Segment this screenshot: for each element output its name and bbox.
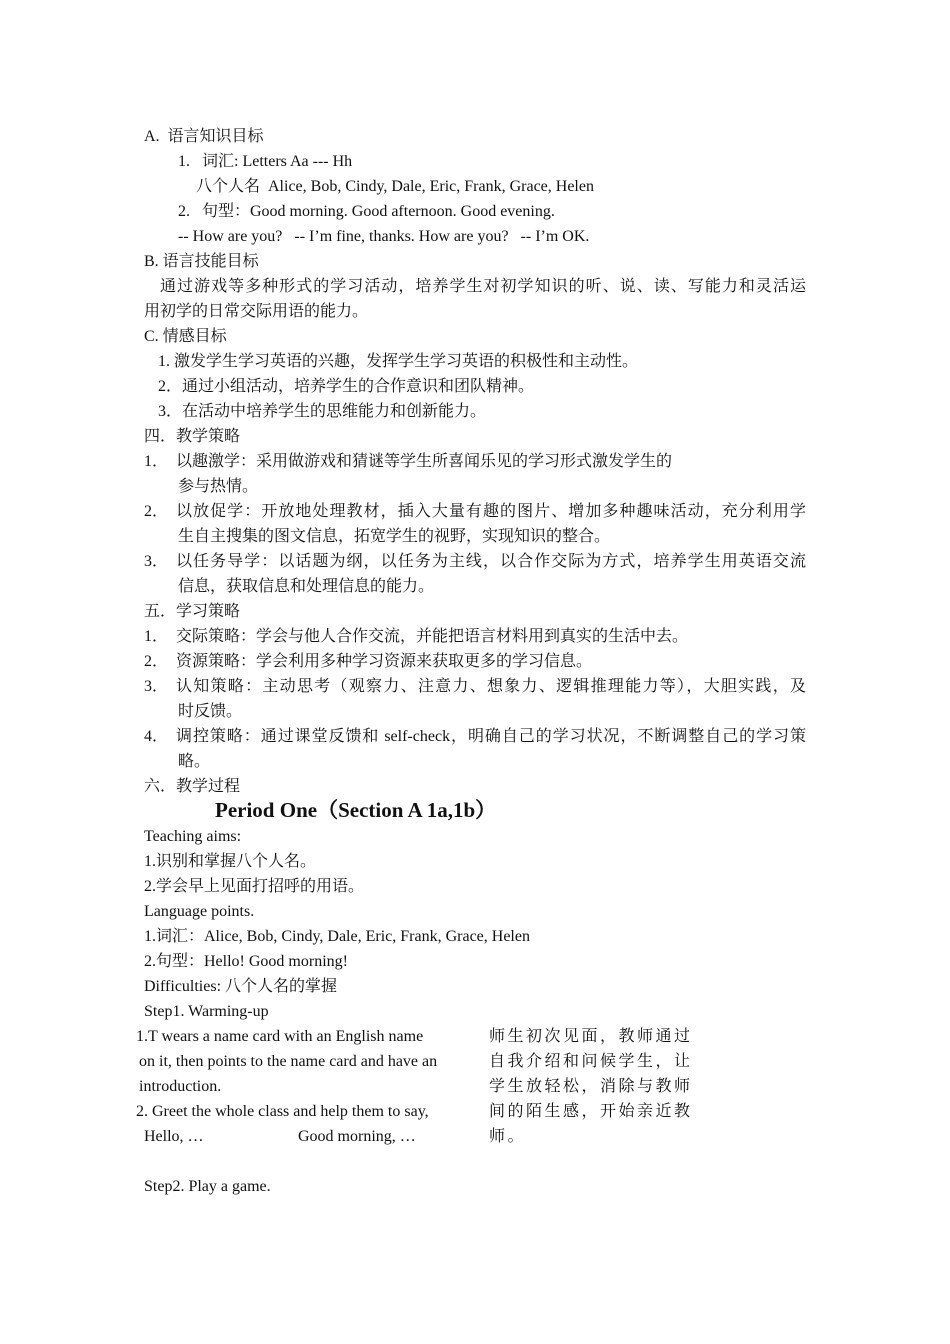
step-1-text-line-3: introduction.	[139, 1078, 222, 1095]
strategy-item-1-number: 1．	[144, 453, 169, 470]
step-1-note-line-1: 师生初次见面，教师通过	[489, 1028, 693, 1045]
step-1-text-line-2: on it, then points to the name card and have an	[139, 1053, 438, 1070]
step-1-note-line-3: 学生放轻松，消除与教师	[489, 1078, 693, 1095]
learning-item-2-number: 2．	[144, 653, 169, 670]
step-1-note-line-5: 师。	[489, 1128, 527, 1145]
step-1-note-line-2: 自我介绍和问候学生，让	[489, 1053, 693, 1070]
vocab-letters-line: 1. 词汇: Letters Aa --- Hh	[178, 153, 353, 170]
teaching-aims-heading: Teaching aims:	[144, 828, 242, 845]
period-title: Period One（Section A 1a,1b）	[215, 798, 497, 822]
learning-item-3-line-1: 认知策略：主动思考（观察力、注意力、想象力、逻辑推理能力等），大胆实践，及	[176, 678, 806, 695]
difficulties-line: Difficulties: 八个人名的掌握	[144, 978, 338, 995]
dialog-line: -- How are you? -- I’m fine, thanks. How are you? -- I’m OK.	[178, 228, 590, 245]
section-c-item-2: 2．通过小组活动，培养学生的合作意识和团队精神。	[158, 378, 535, 395]
step-1-text-line-1: 1.T wears a name card with an English name	[136, 1028, 424, 1045]
eight-names-line: 八个人名 Alice, Bob, Cindy, Dale, Eric, Frank, Grace, Helen	[196, 178, 594, 195]
strategy-item-3-line-2: 信息，获取信息和处理信息的能力。	[178, 578, 435, 595]
learning-item-4-number: 4．	[144, 728, 169, 745]
section-a-heading: A. 语言知识目标	[144, 128, 264, 145]
section-b-text-line-2: 用初学的日常交际用语的能力。	[144, 303, 369, 320]
strategy-item-3-number: 3．	[144, 553, 169, 570]
sentence-patterns-line: 2. 句型：Good morning. Good afternoon. Good evening.	[178, 203, 555, 220]
step-1-greeting-hello: Hello, …	[144, 1128, 204, 1145]
strategy-item-1-line-2: 参与热情。	[178, 478, 259, 495]
learning-item-1-number: 1．	[144, 628, 169, 645]
aim-item-1: 1.识别和掌握八个人名。	[144, 853, 317, 870]
step-1-heading: Step1. Warming-up	[144, 1003, 269, 1020]
teaching-strategy-heading: 四．教学策略	[144, 428, 241, 445]
section-c-item-1: 1. 激发学生学习英语的兴趣，发挥学生学习英语的积极性和主动性。	[158, 353, 639, 370]
teaching-process-heading: 六．教学过程	[144, 778, 241, 795]
learning-strategy-heading: 五．学习策略	[144, 603, 241, 620]
section-b-text-line-1: 通过游戏等多种形式的学习活动，培养学生对初学知识的听、说、读、写能力和灵活运	[160, 278, 806, 295]
learning-item-3-line-2: 时反馈。	[178, 703, 243, 720]
learning-item-3-number: 3．	[144, 678, 169, 695]
section-c-heading: C. 情感目标	[144, 328, 227, 345]
strategy-item-3-line-1: 以任务导学：以话题为纲，以任务为主线，以合作交际为方式，培养学生用英语交流	[176, 553, 806, 570]
step-1-note-line-4: 间的陌生感，开始亲近教	[489, 1103, 693, 1120]
language-points-heading: Language points.	[144, 903, 255, 920]
strategy-item-2-line-1: 以放促学：开放地处理教材，插入大量有趣的图片、增加多种趣味活动，充分利用学	[176, 503, 806, 520]
step-2-heading: Step2. Play a game.	[144, 1178, 271, 1195]
learning-item-4-line-2: 略。	[178, 753, 211, 770]
section-b-heading: B. 语言技能目标	[144, 253, 259, 270]
section-c-item-3: 3．在活动中培养学生的思维能力和创新能力。	[158, 403, 487, 420]
learning-item-2-line-1: 资源策略：学会利用多种学习资源来获取更多的学习信息。	[176, 653, 593, 670]
learning-item-4-line-1: 调控策略：通过课堂反馈和 self-check，明确自己的学习状况，不断调整自己的学习策	[176, 728, 806, 745]
strategy-item-2-number: 2．	[144, 503, 169, 520]
strategy-item-1-line-1: 以趣激学：采用做游戏和猜谜等学生所喜闻乐见的学习形式激发学生的	[176, 453, 673, 470]
language-point-2: 2.句型：Hello! Good morning!	[144, 953, 348, 970]
aim-item-2: 2.学会早上见面打招呼的用语。	[144, 878, 365, 895]
strategy-item-2-line-2: 生自主搜集的图文信息，拓宽学生的视野，实现知识的整合。	[178, 528, 611, 545]
learning-item-1-line-1: 交际策略：学会与他人合作交流，并能把语言材料用到真实的生活中去。	[176, 628, 689, 645]
language-point-1: 1.词汇：Alice, Bob, Cindy, Dale, Eric, Frank, Grace, Helen	[144, 928, 530, 945]
step-1-text-line-4: 2. Greet the whole class and help them to say,	[136, 1103, 429, 1120]
step-1-greeting-good-morning: Good morning, …	[298, 1128, 416, 1145]
